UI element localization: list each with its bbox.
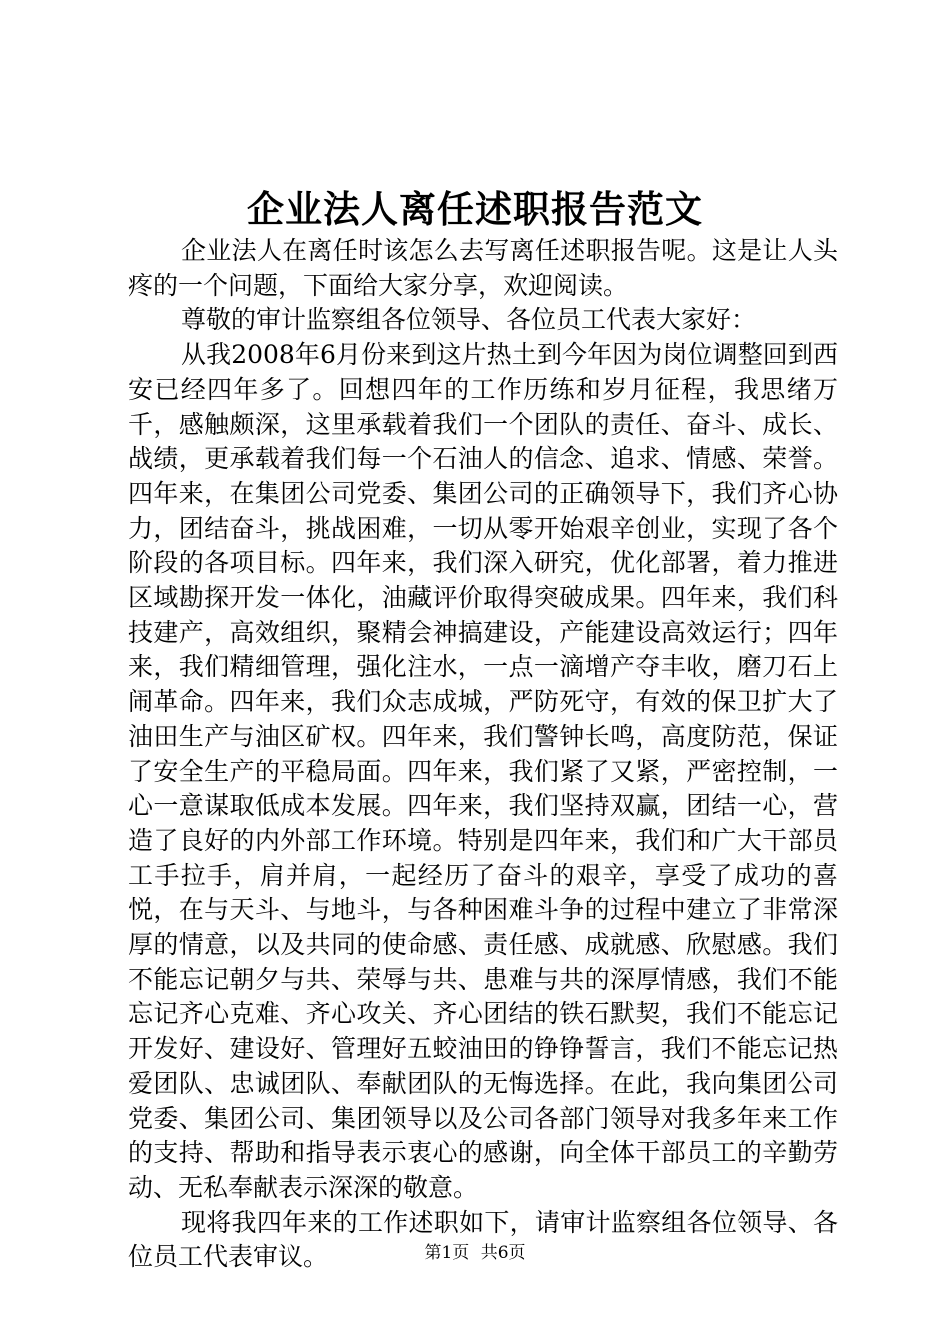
- page-number: 第1页: [424, 1243, 470, 1263]
- document-title: 企业法人离任述职报告范文: [247, 187, 703, 231]
- page-total: 共6页: [480, 1243, 526, 1263]
- main-paragraph: 从我2008年6月份来到这片热土到今年因为岗位调整回到西安已经四年多了。回想四年的工作历练和岁月征程，我思绪万千，感触颇深，这里承载着我们一个团队的责任、奋斗、成长、战绩，更承载着我们每一个石油人的信念、追求、情感、荣誉。四年来，在集团公司党委、集团公司的正确领导下，我们齐心协力，团结奋斗，挑战困难，一切从零开始艰辛创业，实现了各个阶段的各项目标。四年来，我们深入研究，优化部署，着力推进区域勘探开发一体化，油藏评价取得突破成果。四年来，我们科技建产，高效组织，聚精会神搞建设，产能建设高效运行；四年来，我们精细管理，强化注水，一点一滴增产夺丰收，磨刀石上闹革命。四年来，我们众志成城，严防死守，有效的保卫扩大了油田生产与油区矿权。四年来，我们警钟长鸣，高度防范，保证了安全生产的平稳局面。四年来，我们紧了又紧，严密控制，一心一意谋取低成本发展。四年来，我们坚持双赢，团结一心，营造了良好的内外部工作环境。特别是四年来，我们和广大干部员工手拉手，肩并肩，一起经历了奋斗的艰辛，享受了成功的喜悦，在与天斗、与地斗，与各种困难斗争的过程中建立了非常深厚的情意，以及共同的使命感、责任感、成就感、欣慰感。我们不能忘记朝夕与共、荣辱与共、患难与共的深厚情感，我们不能忘记齐心克难、齐心攻关、齐心团结的铁石默契，我们不能忘记开发好、建设好、管理好五蛟油田的铮铮誓言，我们不能忘记热爱团队、忠诚团队、奉献团队的无悔选择。在此，我向集团公司党委、集团公司、集团领导以及公司各部门领导对我多年来工作的支持、帮助和指导表示衷心的感谢，向全体干部员工的辛勤劳动、无私奉献表示深深的敬意。: [128, 340, 838, 1202]
- intro-paragraph: 企业法人在离任时该怎么去写离任述职报告呢。这是让人头疼的一个问题，下面给大家分享，欢迎阅读。: [128, 236, 838, 300]
- salutation-paragraph: 尊敬的审计监察组各位领导、各位员工代表大家好：: [181, 305, 757, 335]
- closing-paragraph: 现将我四年来的工作述职如下，请审计监察组各位领导、各位员工代表审议。: [128, 1207, 838, 1272]
- document-body: [128, 234, 838, 1275]
- page-footer: [0, 1241, 950, 1265]
